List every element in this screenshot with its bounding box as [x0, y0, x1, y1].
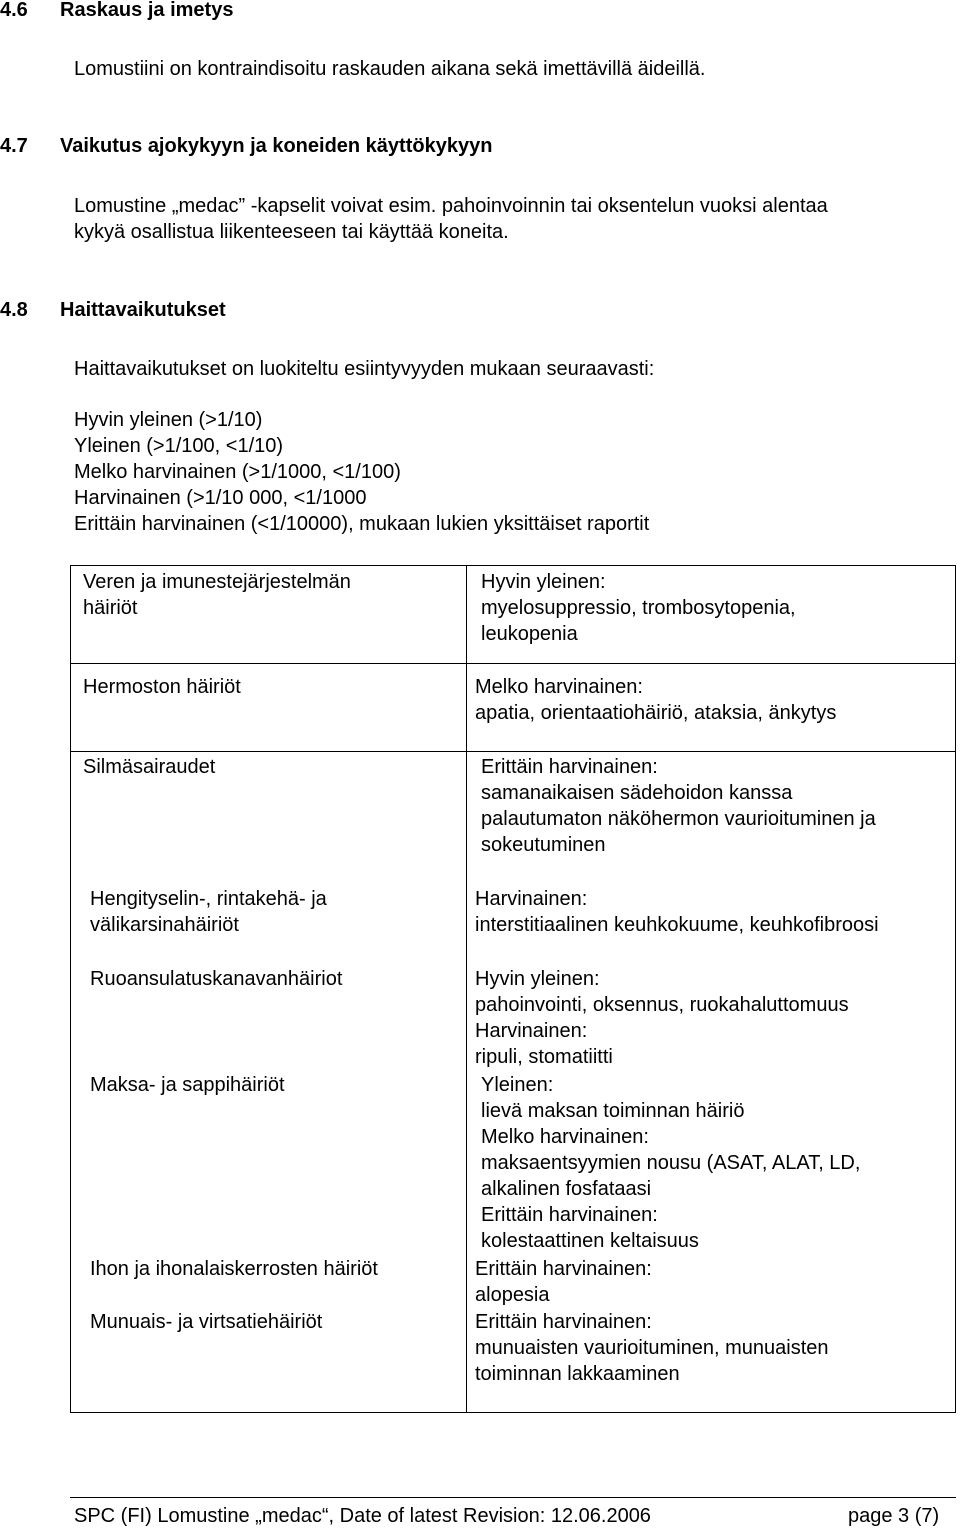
section-number: 4.7: [0, 135, 28, 157]
footer-page-number: page 3 (7): [848, 1505, 940, 1527]
organ-class-text: Veren ja imunestejärjestelmän: [83, 571, 351, 593]
effect-text: palautumaton näköhermon vaurioituminen ja: [481, 808, 876, 830]
effect-text: apatia, orientaatiohäiriö, ataksia, änkytys: [475, 702, 837, 724]
organ-class-text: Ruoansulatuskanavanhäiriot: [90, 968, 343, 990]
organ-class-text: välikarsinahäiriöt: [90, 914, 239, 936]
effects-cell: [481, 754, 876, 858]
section-4-6-text: Lomustiini on kontraindisoitu raskauden aikana sekä imettävillä äideillä.: [74, 58, 706, 80]
effects-cell: [475, 1256, 652, 1308]
effect-text: Yleinen:: [481, 1074, 554, 1096]
effect-text: interstitiaalinen keuhkokuume, keuhkofibroosi: [475, 914, 879, 936]
organ-class-cell: [90, 1256, 378, 1282]
column-divider: [466, 566, 467, 1412]
organ-class-cell: [90, 966, 342, 992]
effects-cell: [475, 1309, 829, 1387]
effect-text: Erittäin harvinainen:: [475, 1258, 652, 1280]
effect-text: leukopenia: [481, 623, 578, 645]
effect-text: Erittäin harvinainen:: [481, 756, 658, 778]
effects-cell: [475, 966, 849, 1070]
effect-text: kolestaattinen keltaisuus: [481, 1230, 699, 1252]
effects-cell: [475, 674, 836, 726]
section-number: 4.8: [0, 299, 28, 321]
frequency-item: Harvinainen (>1/10 000, <1/1000: [74, 487, 367, 509]
section-4-8-intro: Haittavaikutukset on luokiteltu esiintyvyyden mukaan seuraavasti:: [74, 358, 655, 380]
effect-text: myelosuppressio, trombosytopenia,: [481, 597, 796, 619]
effect-text: sokeutuminen: [481, 834, 606, 856]
adverse-effects-table: [70, 565, 956, 1413]
section-number: 4.6: [0, 0, 28, 21]
frequency-item: Melko harvinainen (>1/1000, <1/100): [74, 461, 401, 483]
effects-cell: [481, 1072, 860, 1254]
section-4-8-heading: [0, 297, 700, 323]
effect-text: alkalinen fosfataasi: [481, 1178, 652, 1200]
organ-class-text: Hengityselin-, rintakehä- ja: [90, 888, 327, 910]
organ-class-cell: [90, 1309, 322, 1335]
frequency-item: Hyvin yleinen (>1/10): [74, 409, 263, 431]
organ-class-text: häiriöt: [83, 597, 138, 619]
effect-text: samanaikaisen sädehoidon kanssa: [481, 782, 793, 804]
frequency-list: [74, 407, 649, 537]
effects-cell: [481, 569, 796, 647]
effect-text: alopesia: [475, 1284, 550, 1306]
organ-class-text: Ihon ja ihonalaiskerrosten häiriöt: [90, 1258, 378, 1280]
organ-class-text: Silmäsairaudet: [83, 756, 216, 778]
effects-cell: [475, 886, 879, 938]
effect-text: Hyvin yleinen:: [481, 571, 606, 593]
section-4-7-text-line-1: Lomustine „medac” -kapselit voivat esim. pahoinvoinnin tai oksentelun vuoksi alentaa: [74, 195, 828, 217]
effect-text: munuaisten vaurioituminen, munuaisten: [475, 1337, 829, 1359]
section-title: Haittavaikutukset: [60, 299, 226, 321]
footer-rule: [70, 1497, 956, 1498]
organ-class-cell: [83, 569, 351, 621]
organ-class-text: Hermoston häiriöt: [83, 676, 241, 698]
effect-text: ripuli, stomatiitti: [475, 1046, 613, 1068]
organ-class-text: Maksa- ja sappihäiriöt: [90, 1074, 285, 1096]
effect-text: toiminnan lakkaaminen: [475, 1363, 680, 1385]
section-4-7-heading: [0, 133, 700, 159]
effect-text: Hyvin yleinen:: [475, 968, 600, 990]
row-divider: [71, 663, 955, 664]
section-title: Vaikutus ajokykyyn ja koneiden käyttökykyyn: [60, 135, 493, 157]
row-divider: [71, 751, 955, 752]
section-4-6-heading: [0, 0, 700, 23]
frequency-item: Erittäin harvinainen (<1/10000), mukaan lukien yksittäiset raportit: [74, 513, 650, 535]
effect-text: lievä maksan toiminnan häiriö: [481, 1100, 745, 1122]
effect-text: Erittäin harvinainen:: [475, 1311, 652, 1333]
frequency-item: Yleinen (>1/100, <1/10): [74, 435, 284, 457]
organ-class-cell: [83, 754, 215, 780]
organ-class-text: Munuais- ja virtsatiehäiriöt: [90, 1311, 323, 1333]
effect-text: Harvinainen:: [475, 888, 588, 910]
footer-document-info: SPC (FI) Lomustine „medac“, Date of latest Revision: 12.06.2006: [74, 1505, 651, 1527]
section-title: Raskaus ja imetys: [60, 0, 234, 21]
effect-text: pahoinvointi, oksennus, ruokahaluttomuus: [475, 994, 849, 1016]
effect-text: Harvinainen:: [475, 1020, 588, 1042]
effect-text: Erittäin harvinainen:: [481, 1204, 658, 1226]
effect-text: Melko harvinainen:: [475, 676, 643, 698]
organ-class-cell: [90, 1072, 285, 1098]
organ-class-cell: [90, 886, 327, 938]
section-4-7-text-line-2: kykyä osallistua liikenteeseen tai käyttää koneita.: [74, 221, 509, 243]
organ-class-cell: [83, 674, 241, 700]
effect-text: Melko harvinainen:: [481, 1126, 649, 1148]
effect-text: maksaentsyymien nousu (ASAT, ALAT, LD,: [481, 1152, 861, 1174]
